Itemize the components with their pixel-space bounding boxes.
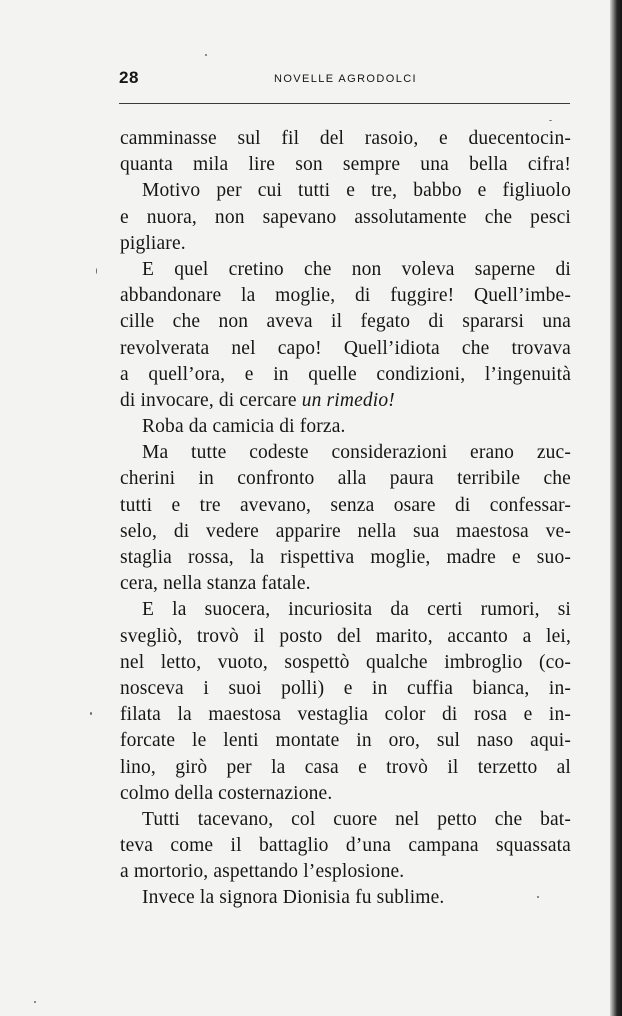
text-line: e nuora, non sapevano assolutamente che pesci <box>120 206 571 228</box>
paper-speck <box>90 712 92 715</box>
text-line: Tutti tacevano, col cuore nel petto che bat- <box>142 808 571 830</box>
text-line: revolverata nel capo! Quell’idiota che trovava <box>120 337 571 359</box>
paper-speck <box>549 120 552 121</box>
text-line: svegliò, trovò il posto del marito, accanto a lei, <box>120 625 571 647</box>
text-line: Ma tutte codeste considerazioni erano zuc- <box>142 442 571 464</box>
text-line: colmo della costernazione. <box>120 782 333 804</box>
text-line <box>120 388 571 414</box>
text-line: filata la maestosa vestaglia color di rosa e in- <box>120 704 571 726</box>
body-text <box>120 126 571 912</box>
text-line: pigliare. <box>120 232 186 254</box>
text-line: Motivo per cui tutti e tre, babbo e figliuolo <box>142 180 571 202</box>
text-line: E quel cretino che non voleva saperne di <box>142 258 571 280</box>
running-title: NOVELLE AGRODOLCI <box>274 73 418 85</box>
text-line: selo, di vedere apparire nella sua maestosa ve- <box>120 520 571 542</box>
text-line-italic: un rimedio! <box>301 389 395 411</box>
text-line: a mortorio, aspettando l’esplosione. <box>120 861 405 883</box>
text-line: E la suocera, incuriosita da certi rumori, si <box>142 599 571 621</box>
page-number: 28 <box>119 68 139 87</box>
page-header <box>119 64 570 104</box>
text-line: lino, girò per la casa e trovò il terzetto al <box>120 756 571 778</box>
text-line: Roba da camicia di forza. <box>142 416 346 438</box>
text-line: nosceva i suoi polli) e in cuffia bianca, in- <box>120 677 571 699</box>
text-line: nel letto, vuoto, sospettò qualche imbroglio (co- <box>120 651 571 673</box>
text-line: camminasse sul fil del rasoio, e duecentocin- <box>120 128 571 149</box>
text-line: Invece la signora Dionisia fu sublime. <box>142 887 445 909</box>
text-line: quanta mila lire son sempre una bella cifra! <box>120 154 571 176</box>
text-line: tutti e tre avevano, senza osare di confessar- <box>120 494 571 516</box>
text-line: cille che non aveva il fegato di spararsi una <box>120 311 571 333</box>
text-line: forcate le lenti montate in oro, sul naso aqui- <box>120 730 571 752</box>
text-line: abbandonare la moglie, di fuggire! Quell’imbe- <box>120 285 571 307</box>
page-edge-shadow <box>610 0 622 1016</box>
text-line: cherini in confronto alla paura terribile che <box>120 468 571 490</box>
text-line: staglia rossa, la rispettiva moglie, madre e suo- <box>120 547 571 568</box>
text-line: a quell’ora, e in quelle condizioni, l’ingenuità <box>120 363 571 385</box>
text-line: cera, nella stanza fatale. <box>120 573 311 595</box>
paper-speck <box>205 54 207 56</box>
text-line-roman: di invocare, di cercare <box>120 389 302 411</box>
header-rule <box>119 103 570 104</box>
paper-speck <box>537 896 539 898</box>
paper-speck <box>96 268 97 274</box>
paper-speck <box>34 1001 36 1003</box>
text-line: teva come il battaglio d’una campana squassata <box>120 835 571 857</box>
